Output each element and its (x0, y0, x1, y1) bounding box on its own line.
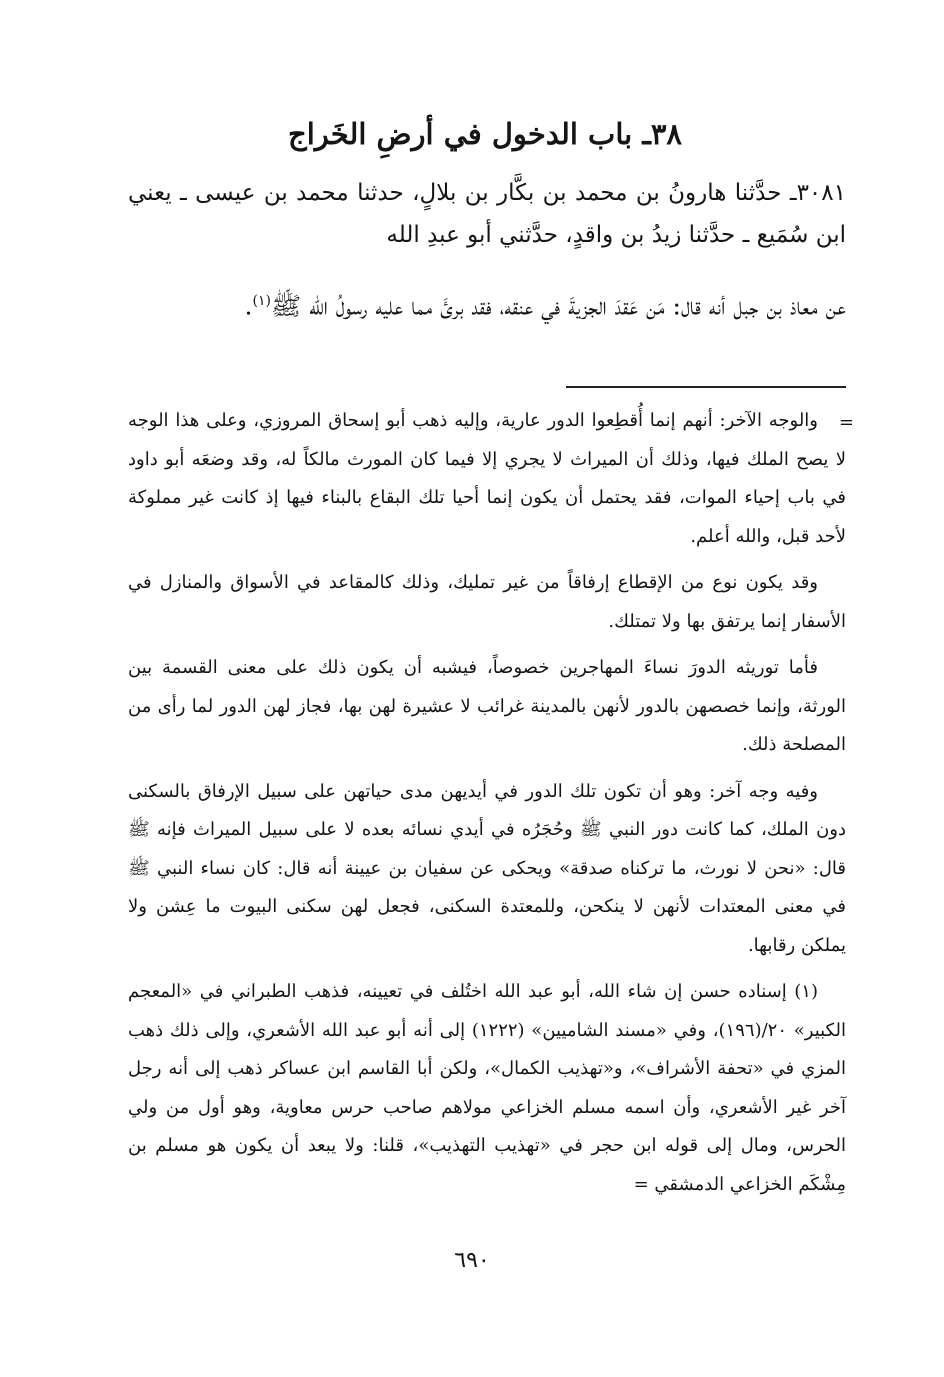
note-paragraph-2: وقد يكون نوع من الإقطاع إرفاقاً من غير تمليك، وذلك كالمقاعد في الأسواق والمنازل في الأسفار إنما يرتفق بها ولا تمتلك. (128, 572, 846, 632)
note-paragraph-1: والوجه الآخر: أنهم إنما أُقطِعوا الدور عارية، وإليه ذهب أبو إسحاق المروزي، وعلى هذا الوجه لا يصح الملك فيها، وذلك أن الميراث لا يجري إلا فيما كان المورث مالكاً له، وقد وضعَه أبو داود في باب إحياء الموات، فقد يحتمل أن يكون إنما أحيا تلك البقاع بالبناء فيها إذ كانت غير مملوكة لأحد قبل، والله أعلم. (128, 410, 847, 547)
hadith-matn (128, 276, 846, 331)
page-number: ٦٩٠ (454, 1248, 490, 1273)
chapter-title: ٣٨ـ باب الدخول في أرضِ الخَراج (288, 117, 682, 151)
footnote-reference: (١) (252, 293, 271, 309)
footnote-divider (566, 386, 846, 388)
hadith-isnad: ٣٠٨١ـ حدَّثنا هارونُ بن محمد بن بكَّار بن بلالٍ، حدثنا محمد بن عيسى ـ يعني ابن سُمَيع ـ حدَّثنا زيدُ بن واقدٍ، حدَّثني أبو عبدِ الله (128, 180, 846, 248)
hadith-end-mark: . (244, 291, 253, 321)
hadith-matn-text: عن معاذ بن جبل أنه قال: مَن عَقدَ الجزيةَ في عنقه، فقد برئَ مما عليه رسولُ الله ﷺ (270, 291, 846, 321)
footnotes-section (128, 402, 846, 1212)
note-paragraph-4: وفيه وجه آخر: وهو أن تكون تلك الدور في أيديهن مدى حياتهن على سبيل الإرفاق بالسكنى دون الملك، كما كانت دور النبي ﷺ وحُجَرُه في أيدي نسائه بعده لا على سبيل الميراث فإنه ﷺ قال: «نحن لا نورث، ما تركناه صدقة» ويحكى عن سفيان بن عيينة أنه قال: كان نساء النبي ﷺ في معنى المعتدات لأنهن لا ينكحن، وللمعتدة السكنى، فجعل لهن سكنى البيوت ما عِشن ولا يملكن رقابها. (128, 780, 846, 956)
continuation-mark: = (838, 412, 854, 433)
note-paragraph-3: فأما توريثه الدورَ نساءَ المهاجرين خصوصاً، فيشبه أن يكون ذلك على معنى القسمة بين الورثة، وإنما خصصهن بالدور لأنهن بالمدينة غرائب لا عشيرة لهن بها، فجاز لهن الدور لما رأى من المصلحة ذلك. (128, 657, 846, 755)
footnote-1: (١) إسناده حسن إن شاء الله، أبو عبد الله اختُلف في تعيينه، فذهب الطبراني في «المعجم الكبير» ٢٠/(١٩٦)، وفي «مسند الشاميين» (١٢٢٢) إلى أنه أبو عبد الله الأشعري، وإلى ذلك ذهب المزي في «تحفة الأشراف»، و«تهذيب الكمال»، ولكن أبا القاسم ابن عساكر ذهب إلى أنه رجل آخر غير الأشعري، وأن اسمه مسلم الخزاعي مولاهم صاحب حرس معاوية، وهو أول من ولي الحرس، ومال إلى قوله ابن حجر في «تهذيب التهذيب»، قلنا: ولا يبعد أن يكون هو مسلم بن مِشْكَم الخزاعي الدمشقي = (128, 981, 846, 1195)
